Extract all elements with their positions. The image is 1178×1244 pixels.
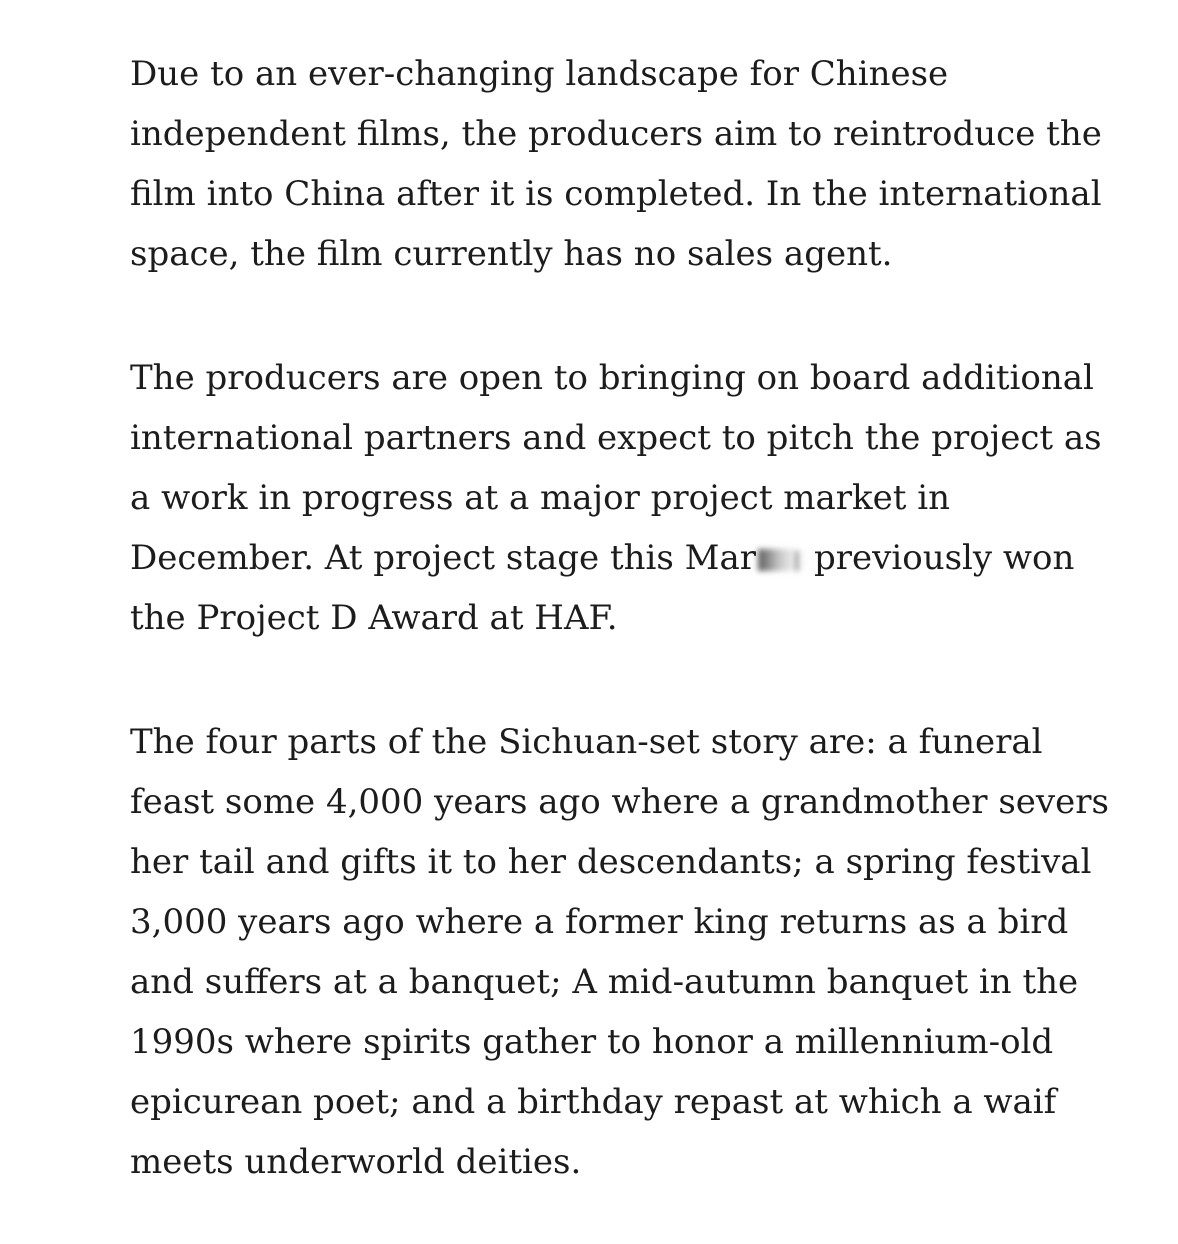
text-line: international partners and expect to pitch the project as	[130, 418, 1102, 458]
text-line: the Project D Award at HAF.	[130, 598, 618, 638]
text-line: The four parts of the Sichuan-set story are: a funeral	[130, 722, 1043, 762]
text-line: and suffers at a banquet; A mid-autumn banquet in the	[130, 962, 1079, 1002]
text-line: independent films, the producers aim to reintroduce the	[130, 114, 1102, 154]
text-line: 1990s where spirits gather to honor a millennium-old	[130, 1022, 1054, 1062]
text-fragment: previously won	[814, 538, 1075, 578]
text-line: epicurean poet; and a birthday repast at which a waif	[130, 1082, 1057, 1122]
text-line: film into China after it is completed. In the international	[130, 174, 1102, 214]
text-line: space, the film currently has no sales agent.	[130, 234, 893, 274]
paragraph-sales	[130, 44, 1102, 284]
text-line: her tail and gifts it to her descendants; a spring festival	[130, 842, 1092, 882]
text-line: meets underworld deities.	[130, 1142, 582, 1182]
paragraph-partners	[130, 348, 1102, 648]
paragraph-story	[130, 712, 1109, 1192]
text-fragment: December. At project stage this Mar	[130, 538, 756, 578]
text-line: a work in progress at a major project market in	[130, 478, 951, 518]
text-line-with-redaction	[130, 528, 1090, 588]
text-line: 3,000 years ago where a former king returns as a bird	[130, 902, 1069, 942]
text-line: The producers are open to bringing on board additional	[130, 358, 1094, 398]
redaction-mark	[796, 551, 798, 571]
article-body	[130, 44, 1109, 1192]
text-line: Due to an ever-changing landscape for Chinese	[130, 54, 949, 94]
text-line: feast some 4,000 years ago where a grandmother severs	[130, 782, 1109, 822]
redacted-text-blur	[758, 549, 810, 571]
